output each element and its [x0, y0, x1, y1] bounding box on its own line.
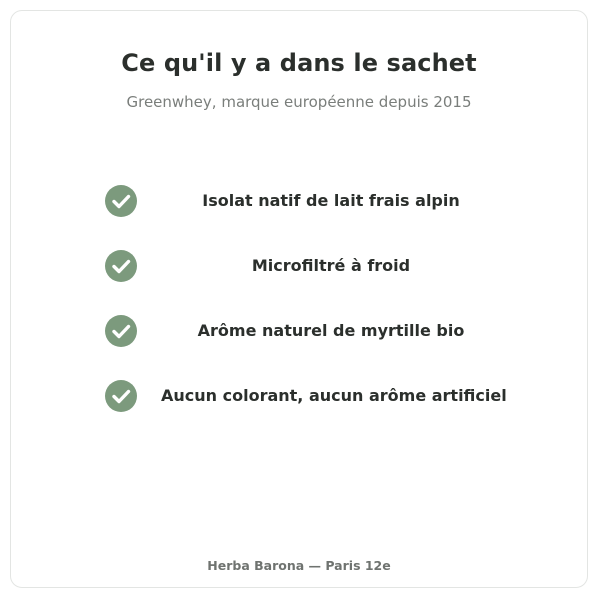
list-item-label: Microfiltré à froid — [251, 256, 411, 275]
footer-text: Herba Barona — Paris 12e — [207, 558, 391, 573]
check-circle-icon — [105, 185, 137, 217]
check-circle-icon — [105, 380, 137, 412]
list-item — [11, 313, 587, 353]
check-circle-icon — [105, 250, 137, 282]
list-item — [11, 248, 587, 288]
list-item — [11, 183, 587, 223]
check-circle-icon — [105, 315, 137, 347]
list-item — [11, 378, 587, 418]
page-title: Ce qu'il y a dans le sachet — [121, 49, 477, 77]
page-subtitle: Greenwhey, marque européenne depuis 2015 — [126, 93, 472, 111]
info-card — [10, 10, 588, 588]
list-item-label: Isolat natif de lait frais alpin — [202, 191, 460, 210]
list-item-label: Aucun colorant, aucun arôme artificiel — [161, 386, 507, 405]
list-item-label: Arôme naturel de myrtille bio — [197, 321, 465, 340]
